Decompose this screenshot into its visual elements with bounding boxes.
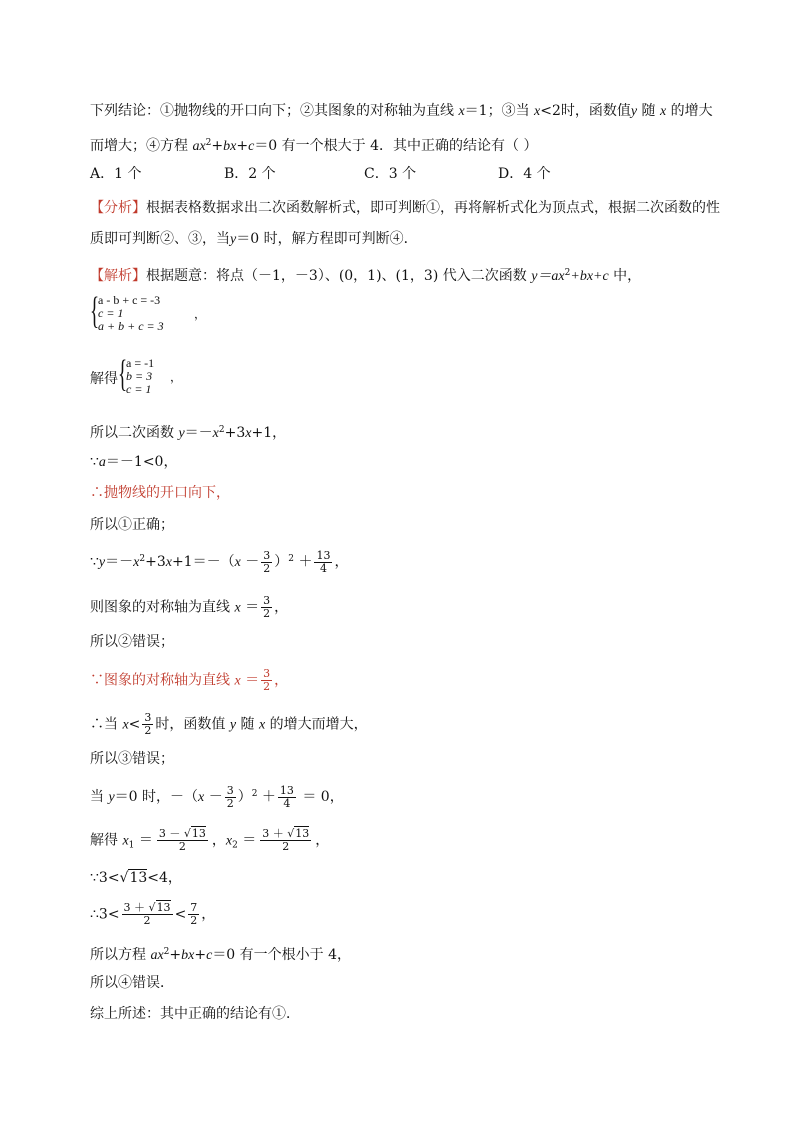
conclusion-4: 所以④错误．: [90, 975, 174, 991]
question-line-1: 下列结论：①抛物线的开口向下；②其图象的对称轴为直线 x＝1；③当 x<2时，函数值y 随 x 的增大: [90, 103, 713, 119]
analysis-line-2: 质即可判断②、③，当y＝0 时，解方程即可判断④．: [90, 231, 418, 247]
sqrt-icon: √: [183, 827, 191, 840]
sqrt-icon: √: [287, 827, 295, 840]
equation-system-2: { a = -1 b = 3 c = 1 ，: [118, 353, 183, 396]
fraction-3-2: $\frac{3}{2}$: [263, 667, 271, 693]
step-sqrt-bounds: ∵3<√13<4，: [90, 870, 182, 886]
equation-system-1: { a - b + c = -3 c = 1 a + b + c = 3 ，: [90, 290, 207, 333]
fraction-root-2: $\frac{3 + √13}{2}$: [262, 827, 310, 853]
conclusion-1: 所以①正确；: [90, 517, 174, 533]
solution-tag: 【解析】: [90, 268, 146, 284]
solution-line-1: 【解析】根据题意：将点（－1，－3）、(0，1)、(1，3) 代入二次函数 $y=ax^2+bx+c$ 中，: [90, 268, 642, 284]
analysis-tag: 【分析】: [90, 200, 146, 216]
solve-label: 解得: [90, 371, 118, 387]
fraction-3-2: $\frac{3}{2}$: [263, 594, 271, 620]
fraction-root-2: $\frac{3 + √13}{2}$: [123, 901, 171, 927]
option-b: B．2 个: [224, 166, 276, 182]
fraction-3-2: $\frac{3}{2}$: [263, 548, 271, 575]
brace-icon: {: [90, 290, 100, 332]
step-opens-down: ∴抛物线的开口向下，: [90, 485, 230, 501]
question-line-2: 而增大；④方程 $ax^2+bx+c=0$ 有一个根大于 4．其中正确的结论有（ ）: [90, 138, 538, 154]
conclusion-3: 所以③错误；: [90, 751, 174, 767]
option-d: D．4 个: [498, 166, 551, 182]
fraction-root-1: $\frac{3 - √13}{2}$: [158, 827, 206, 853]
step-function: 所以二次函数 $y=-x^2+3x+1$，: [90, 425, 287, 441]
option-a: A．1 个: [90, 166, 142, 182]
analysis-line-1: 【分析】根据表格数据求出二次函数解析式，即可判断①，再将解析式化为顶点式，根据二次函数的性: [90, 200, 720, 216]
brace-icon: {: [118, 353, 128, 395]
step-axis: 则图象的对称轴为直线 x ＝ $\frac{3}{2}$ ，: [90, 594, 289, 620]
step-root-bounds: ∴3< $\frac{3 + √13}{2}$ < $\frac{7}{2}$ ，: [90, 901, 216, 927]
step-vertex-form: $\because y=-x^2+3x+1=-(x$ － $\frac{3}{2}$ ）$^2$ ＋ $\frac{13}{4}$ ，: [90, 548, 349, 575]
fraction-13-4: $\frac{13}{4}$: [316, 548, 331, 575]
step-zero: 当 y＝0 时，－（x － $\frac{3}{2}$ ）$^2$ ＋ $\frac{13}{4}$ ＝ 0，: [90, 783, 344, 810]
step-increasing: ∴当 x< $\frac{3}{2}$ 时，函数值 y 随 x 的增大而增大，: [90, 711, 368, 737]
conclusion-2: 所以②错误；: [90, 634, 174, 650]
fraction-3-2: $\frac{3}{2}$: [226, 783, 234, 810]
option-c: C．3 个: [364, 166, 417, 182]
sqrt-icon: √: [148, 901, 156, 914]
fraction-13-4: $\frac{13}{4}$: [279, 783, 294, 810]
step-roots: 解得 $x_1$ ＝ $\frac{3 - √13}{2}$ ，$x_2$ ＝ $\frac{3 + √13}{2}$ ，: [90, 827, 330, 853]
step-a-negative: ∵a＝－1<0，: [90, 454, 178, 470]
sqrt-icon: √: [119, 870, 129, 886]
step-axis-red: ∵图象的对称轴为直线 x ＝ $\frac{3}{2}$ ，: [90, 667, 289, 693]
summary: 综上所述：其中正确的结论有①．: [90, 1006, 300, 1022]
fraction-7-2: $\frac{7}{2}$: [190, 901, 198, 927]
fraction-3-2: $\frac{3}{2}$: [144, 711, 152, 737]
step-equation-root: 所以方程 $ax^2+bx+c=0$ 有一个根小于 4，: [90, 947, 352, 963]
